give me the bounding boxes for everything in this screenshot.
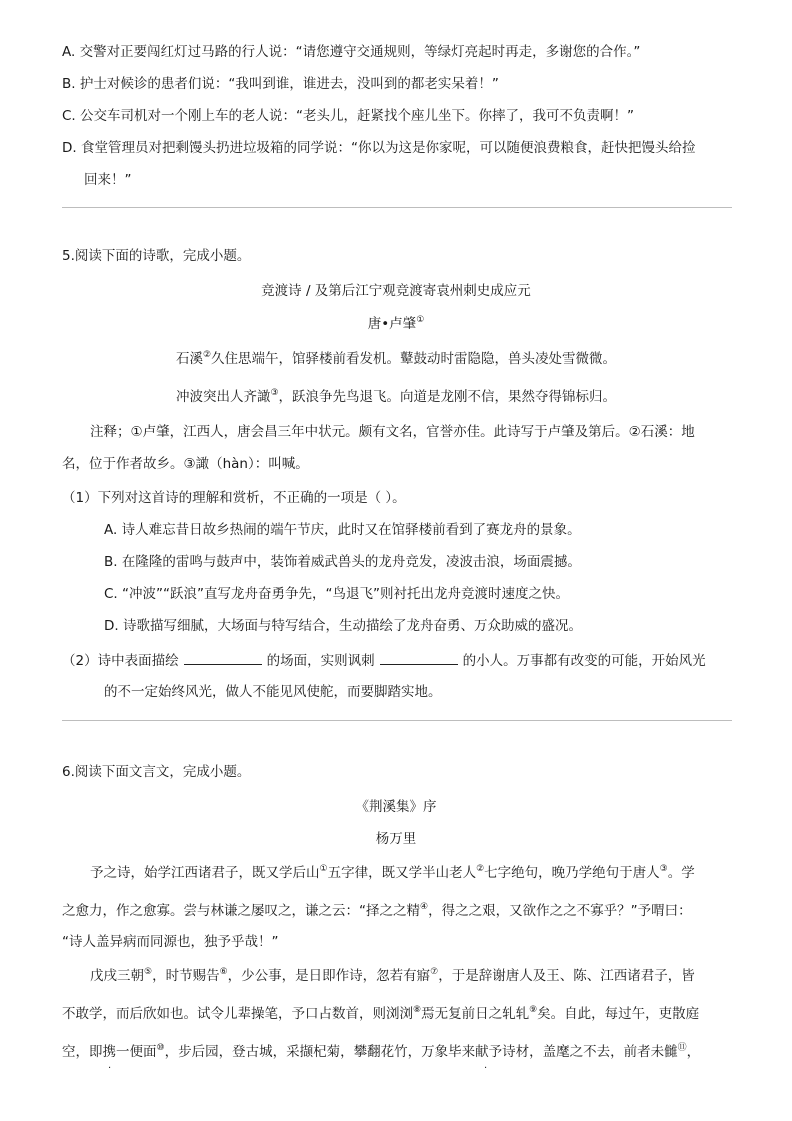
essay-line-1: 予之诗，始学江西诸君子，既又学后山①五字律，既又学半山老人②七字绝句，晚乃学绝句于唐人③。学: [90, 863, 695, 881]
q5-sub2-line1: （2）诗中表面描绘 的场面，实则讽刺 的小人。万事都有改变的可能，开始风光: [62, 650, 706, 671]
emphasis-dot: ·: [484, 1063, 488, 1074]
poem-author: 唐•卢肇①: [367, 314, 425, 332]
q4-option-a: A. 交警对正要闯红灯过马路的行人说：“请您遵守交通规则，等绿灯亮起时再走，多谢您的合作。”: [62, 44, 641, 60]
essay-line-6: 空，即携一便面⑩，步后园，登古城，采撷杞菊，攀翻花竹，万象毕来献予诗材，盖麾之不去，前者未雠⑪，: [62, 1042, 701, 1060]
q4-option-d-line2: 回来！”: [84, 172, 132, 188]
q5-sub1-option-b: B. 在隆隆的雷鸣与鼓声中，装饰着威武兽头的龙舟竞发，凌波击浪，场面震撼。: [104, 554, 581, 570]
q5-sub1-option-d: D. 诗歌描写细腻，大场面与特写结合，生动描绘了龙舟奋勇、万众助威的盛况。: [104, 618, 582, 634]
q4-option-b: B. 护士对候诊的患者们说：“我叫到谁，谁进去，没叫到的都老实呆着！”: [62, 76, 499, 92]
emphasis-dot: ·: [108, 1063, 112, 1074]
poem-line-2: 冲波突出人齐譀③，跃浪争先鸟退飞。向道是龙刚不信，果然夺得锦标归。: [175, 387, 617, 405]
essay-line-2: 之愈力，作之愈寡。尝与林谦之屡叹之，谦之云：“择之之精④，得之之艰，又欲作之之不寡乎？”予喟曰：: [62, 901, 692, 919]
essay-line-3: “诗人盖异病而同源也，独予乎哉！”: [62, 934, 279, 950]
divider: [62, 720, 732, 721]
poem-notes-line2: 名，位于作者故乡。③譀（hàn）：叫喊。: [62, 456, 309, 472]
q5-sub1-stem: （1）下列对这首诗的理解和赏析，不正确的一项是（ ）。: [62, 490, 406, 506]
poem-title: 竞渡诗 / 及第后江宁观竞渡寄袁州刺史成应元: [261, 283, 531, 299]
q5-sub1-option-a: A. 诗人难忘昔日故乡热闹的端午节庆，此时又在馆驿楼前看到了赛龙舟的景象。: [104, 522, 581, 538]
q4-option-d-line1: D. 食堂管理员对把剩馒头扔进垃圾箱的同学说：“你以为这是你家呢，可以随便浪费粮食，赶快把馒头给捡: [62, 140, 696, 156]
q4-option-c: C. 公交车司机对一个刚上车的老人说：“老头儿，赶紧找个座儿坐下。你摔了，我可不负责啊！”: [62, 108, 634, 124]
divider: [62, 207, 732, 208]
answer-blank-2[interactable]: [380, 650, 458, 665]
q6-stem: 6.阅读下面文言文，完成小题。: [62, 764, 251, 780]
answer-blank-1[interactable]: [184, 650, 262, 665]
essay-author: 杨万里: [375, 831, 417, 847]
q5-sub1-option-c: C. “冲波”“跃浪”直写龙舟奋勇争先，“鸟退飞”则衬托出龙舟竞渡时速度之快。: [104, 586, 569, 602]
essay-title: 《荆溪集》序: [355, 799, 437, 815]
q5-sub2-line2: 的不一定始终风光，做人不能见风使舵，而要脚踏实地。: [104, 684, 442, 700]
poem-line-1: 石溪②久住思端午，馆驿楼前看发机。鼙鼓动时雷隐隐，兽头凌处雪微微。: [175, 349, 617, 367]
q5-stem: 5.阅读下面的诗歌，完成小题。: [62, 248, 251, 264]
essay-line-4: 戊戌三朝⑤，时节赐告⑥，少公事，是日即作诗，忽若有寤⑦，于是辞谢唐人及王、陈、江西诸君子，皆: [90, 966, 695, 984]
poem-notes-line1: 注释；①卢肇，江西人，唐会昌三年中状元。颇有文名，官誉亦佳。此诗写于卢肇及第后。②石溪：地: [90, 424, 695, 440]
essay-line-5: 不敢学，而后欣如也。试令儿辈操笔，予口占数首，则浏浏⑧焉无复前日之轧轧⑨矣。自此，每过午，吏散庭: [62, 1004, 700, 1022]
